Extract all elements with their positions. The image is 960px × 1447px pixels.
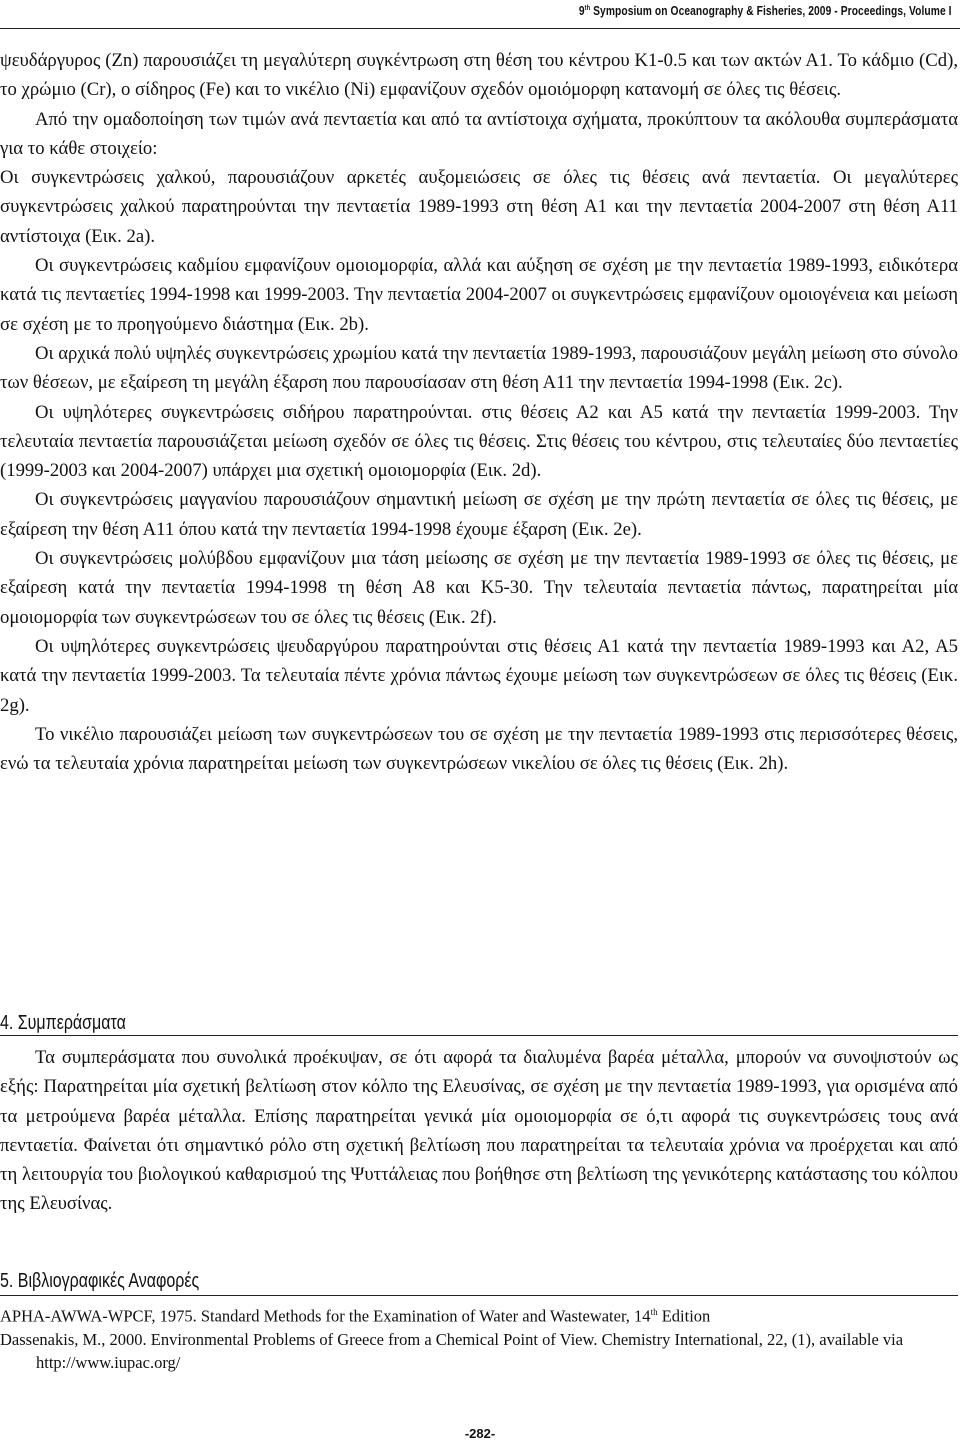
reference-item <box>0 1328 958 1374</box>
header-rule <box>0 28 960 29</box>
paragraph: Οι υψηλότερες συγκεντρώσεις ψευδαργύρου παρατηρούνται στις θέσεις Α1 κατά την πενταετία 1989-1993 και Α2, Α5 κατά την πενταετία 1999-2003. Τα τελευταία πέντε χρόνια πάντως έχουμε μείωση των συγκεντρώσεων σε όλες τις θέσεις (Εικ. 2g). <box>0 635 958 716</box>
paragraph: Οι συγκεντρώσεις καδμίου εμφανίζουν ομοιομορφία, αλλά και αύξηση σε σχέση με την πενταετία 1989-1993, ειδικότερα κατά τις πενταετίες 1994-1998 και 1999-2003. Την πενταετία 2004-2007 οι συγκεντρώσεις εμφανίζουν ομοιογένεια και μείωση σε σχέση με το προηγούμενο διάστημα (Εικ. 2b). <box>0 255 958 335</box>
page-number: -282- <box>464 1426 496 1441</box>
section-heading-conclusions: 4. Συμπεράσματα <box>0 1012 126 1034</box>
running-head <box>579 4 952 18</box>
paragraph: Οι υψηλότερες συγκεντρώσεις σιδήρου παρατηρούνται. στις θέσεις Α2 και Α5 κατά την πενταετία 1999-2003. Την τελευταία πενταετία παρουσιάζεται μείωση σχεδόν σε όλες τις θέσεις. Στις θέσεις του κέντρου, στις τελευταίες δύο πενταετίες (1999-2003 και 2004-2007) υπάρχει μια σχετική ομοιομορφία (Εικ. 2d). <box>0 401 958 482</box>
reference-item <box>0 1301 958 1328</box>
reference-text: Dassenakis, M., 2000. Environmental Problems of Greece from a Chemical Point of View. Chemistry International, 22, (1), available via http://www.iupac.org/ <box>0 1329 904 1372</box>
paragraph: Τα συμπεράσματα που συνολικά προέκυψαν, σε ότι αφορά τα διαλυμένα βαρέα μέταλλα, μπορούν να συνοψιστούν ως εξής: Παρατηρείται μία σχετική βελτίωση στον κόλπο της Ελευσίνας, σε σχέση με την πενταετία 1989-1993, για ορισμένα από τα μετρούμενα βαρέα μέταλλα. Επίσης παρατηρείται γενικά μία ομοιομορφία σε ό,τι αφορά τις συγκεντρώσεις τους ανά πενταετία. Φαίνεται ότι σημαντικό ρόλο στη σχετική βελτίωση που παρατηρείται τα τελευταία χρόνια να προέρχεται και από τη λειτουργία του βιολογικού καθαρισμού της Ψυττάλειας που βοήθησε στη βελτίωση της γενικότερης κατάστασης του κόλπου της Ελευσίνας. <box>0 1047 958 1215</box>
paragraph: Από την ομαδοποίηση των τιμών ανά πενταετία και από τα αντίστοιχα σχήματα, προκύπτουν τα ακόλουθα συμπεράσματα για το κάθε στοιχείο: <box>0 108 958 159</box>
section-heading-references: 5. Βιβλιογραφικές Αναφορές <box>0 1270 200 1292</box>
section-rule <box>0 1295 958 1296</box>
running-head-ordinal: 9 <box>579 4 586 18</box>
running-head-title: Symposium on Oceanography & Fisheries, 2009 - Proceedings, Volume I <box>590 4 952 18</box>
reference-sup: th <box>650 1307 658 1317</box>
paragraph: Οι αρχικά πολύ υψηλές συγκεντρώσεις χρωμίου κατά την πενταετία 1989-1993, παρουσιάζουν μεγάλη μείωση στο σύνολο των θέσεων, με εξαίρεση τη μεγάλη έξαρση που παρουσίασαν στη θέση Α11 την πενταετία 1994-1998 (Εικ. 2c). <box>0 342 958 394</box>
paragraph: Οι συγκεντρώσεις μολύβδου εμφανίζουν μια τάση μείωσης σε σχέση με την πενταετία 1989-1993 σε όλες τις θέσεις, με εξαίρεση κατά την πενταετία 1994-1998 τη θέση Α8 και Κ5-30. Την τελευταία πενταετία πάντως, παρατηρείται μία ομοιομορφία των συγκεντρώσεων του σε όλες τις θέσεις (Εικ. 2f). <box>0 548 958 628</box>
reference-text: Edition <box>657 1306 711 1326</box>
reference-list <box>0 1301 958 1374</box>
section-rule <box>0 1035 958 1036</box>
paragraph: ψευδάργυρος (Zn) παρουσιάζει τη μεγαλύτερη συγκέντρωση στη θέση του κέντρου Κ1-0.5 και των ακτών Α1. Το κάδμιο (Cd), το χρώμιο (Cr), ο σίδηρος (Fe) και το νικέλιο (Ni) εμφανίζουν σχεδόν ομοιόμορφη κατανομή σε όλες τις θέσεις. <box>0 50 958 101</box>
paragraph: Οι συγκεντρώσεις μαγγανίου παρουσιάζουν σημαντική μείωση σε σχέση με την πρώτη πενταετία σε όλες τις θέσεις, με εξαίρεση την θέση Α11 όπου κατά την πενταετία 1994-1998 έχουμε έξαρση (Εικ. 2e). <box>0 489 958 540</box>
reference-text: APHA-AWWA-WPCF, 1975. Standard Methods for the Examination of Water and Wastewater, 14 <box>0 1306 651 1326</box>
paragraph: Το νικέλιο παρουσιάζει μείωση των συγκεντρώσεων του σε σχέση με την πενταετία 1989-1993 στις περισσότερες θέσεις, ενώ τα τελευταία χρόνια παρατηρείται μείωση των συγκεντρώσεων νικελίου σε όλες τις θέσεις (Εικ. 2h). <box>0 723 958 775</box>
paragraph: Οι συγκεντρώσεις χαλκού, παρουσιάζουν αρκετές αυξομειώσεις σε όλες τις θέσεις ανά πενταετία. Οι μεγαλύτερες συγκεντρώσεις χαλκού παρατηρούνται την πενταετία 1989-1993 στη θέση Α1 και την πενταετία 2004-2007 στη θέση Α11 αντίστοιχα (Εικ. 2a). <box>0 167 958 247</box>
conclusions-text <box>0 1043 958 1219</box>
results-text <box>0 46 958 778</box>
running-head-sup: th <box>585 4 591 12</box>
